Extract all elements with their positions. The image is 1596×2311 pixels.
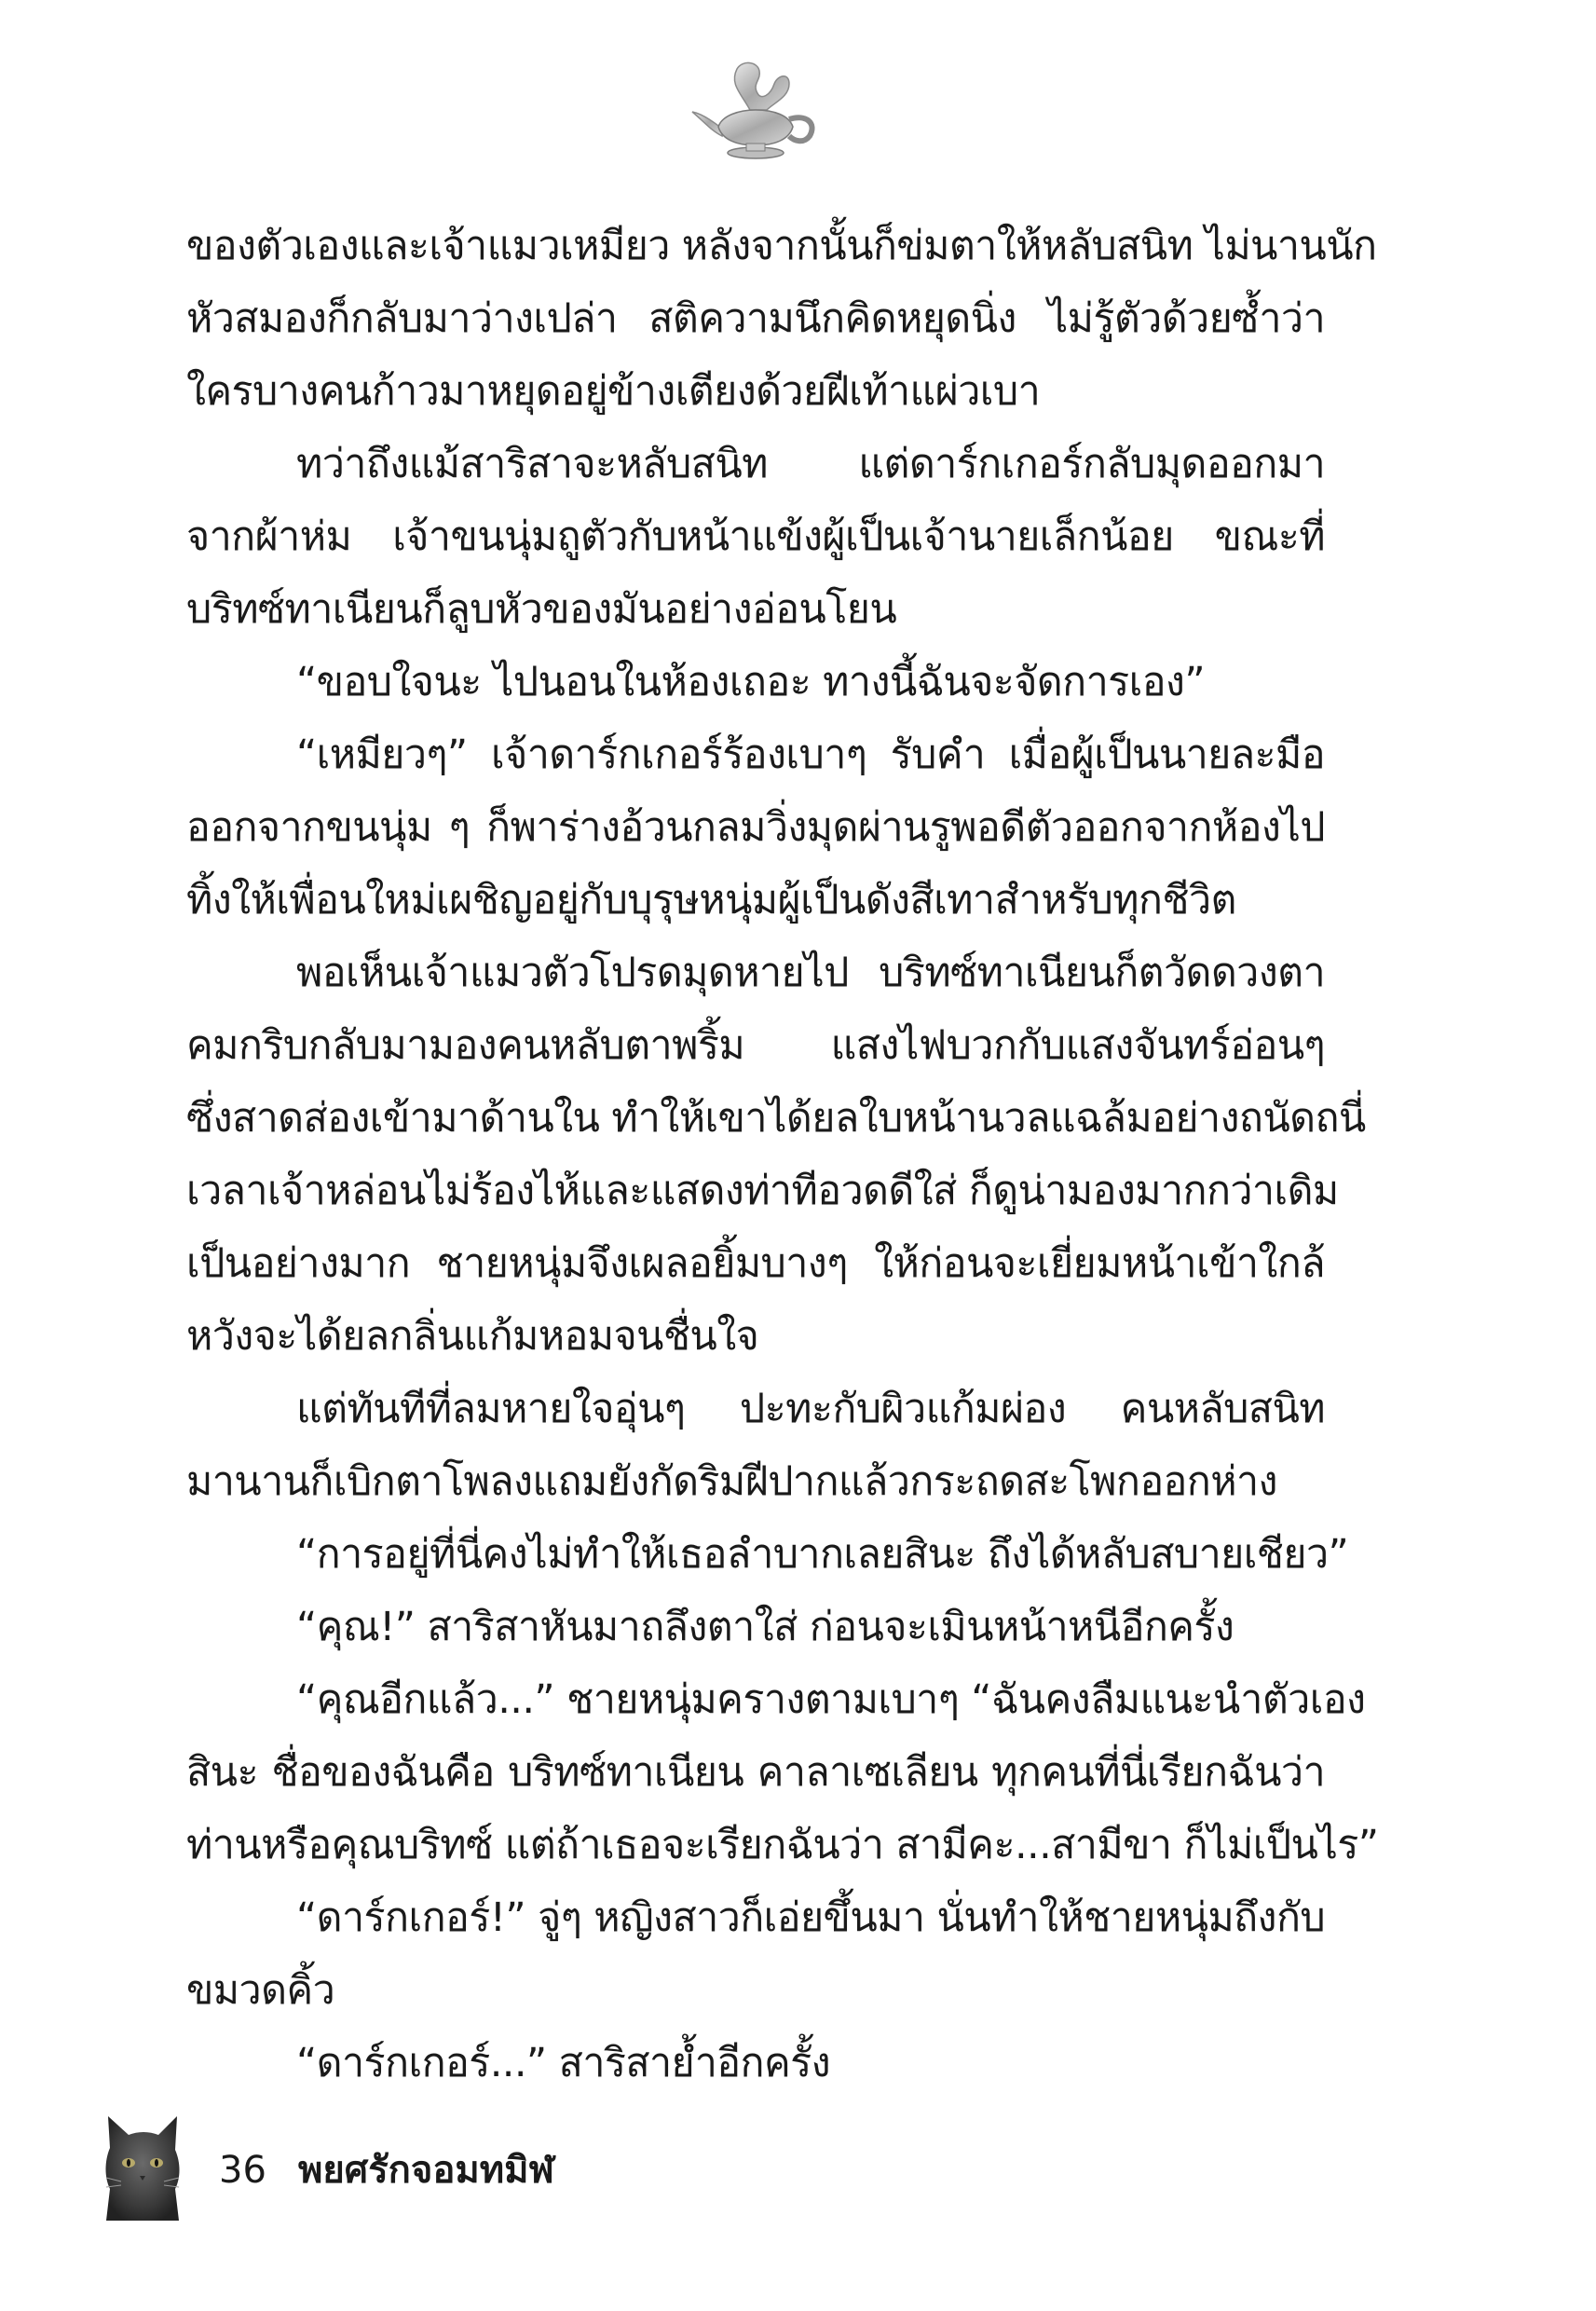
- text-line: จากผ้าห่ม เจ้าขนนุ่มถูตัวกับหน้าแข้งผู้เป็นเจ้านายเล็กน้อย ขณะที่: [186, 513, 1325, 560]
- text-line: มานานก็เบิกตาโพลงแถมยังกัดริมฝีปากแล้วกระถดสะโพกออกห่าง: [186, 1458, 1277, 1505]
- text-line: ใครบางคนก้าวมาหยุดอยู่ข้างเตียงด้วยฝีเท้าแผ่วเบา: [186, 368, 1041, 415]
- text-line: คมกริบกลับมามองคนหลับตาพริ้ม แสงไฟบวกกับแสงจันทร์อ่อนๆ: [186, 1022, 1325, 1069]
- text-line: หวังจะได้ยลกลิ่นแก้มหอมจนชื่นใจ: [186, 1313, 759, 1360]
- book-title: พยศรักจอมทมิฬ: [298, 2149, 554, 2192]
- page-footer: [102, 2111, 755, 2222]
- text-line: แต่ทันทีที่ลมหายใจอุ่นๆ ปะทะกับผิวแก้มผ่อง คนหลับสนิท: [296, 1386, 1325, 1432]
- cat-icon: [102, 2111, 183, 2221]
- text-line: “ขอบใจนะ ไปนอนในห้องเถอะ ทางนี้ฉันจะจัดการเอง”: [296, 659, 1206, 705]
- body-text: [186, 210, 1379, 2099]
- text-line: หัวสมองก็กลับมาว่างเปล่า สติความนึกคิดหยุดนิ่ง ไม่รู้ตัวด้วยซ้ำว่า: [186, 295, 1325, 342]
- text-line: สินะ ชื่อของฉันคือ บริทซ์ทาเนียน คาลาเซเลียน ทุกคนที่นี่เรียกฉันว่า: [186, 1749, 1325, 1796]
- text-line: ของตัวเองและเจ้าแมวเหมียว หลังจากนั้นก็ข่มตาให้หลับสนิท ไม่นานนัก: [186, 223, 1377, 269]
- text-line: ซึ่งสาดส่องเข้ามาด้านใน ทำให้เขาได้ยลใบหน้านวลแฉล้มอย่างถนัดถนี่: [186, 1095, 1366, 1142]
- text-line: ท่านหรือคุณบริทซ์ แต่ถ้าเธอจะเรียกฉันว่า สามีคะ...สามีขา ก็ไม่เป็นไร”: [186, 1822, 1379, 1868]
- text-line: ขมวดคิ้ว: [186, 1967, 335, 2014]
- page-number: 36: [219, 2149, 266, 2192]
- text-line: เป็นอย่างมาก ชายหนุ่มจึงเผลอยิ้มบางๆ ให้ก่อนจะเยี่ยมหน้าเข้าใกล้: [186, 1240, 1325, 1287]
- text-line: “เหมียวๆ” เจ้าดาร์กเกอร์ร้องเบาๆ รับคำ เมื่อผู้เป็นนายละมือ: [296, 732, 1325, 778]
- text-line: ทว่าถึงแม้สาริสาจะหลับสนิท แต่ดาร์กเกอร์กลับมุดออกมา: [296, 441, 1325, 487]
- text-line: พอเห็นเจ้าแมวตัวโปรดมุดหายไป บริทซ์ทาเนียนก็ตวัดดวงตา: [296, 950, 1325, 996]
- genie-lamp-ornament-icon: [685, 56, 825, 163]
- text-line: “ดาร์กเกอร์!” จู่ๆ หญิงสาวก็เอ่ยขึ้นมา นั่นทำให้ชายหนุ่มถึงกับ: [296, 1894, 1326, 1941]
- text-line: ออกจากขนนุ่ม ๆ ก็พาร่างอ้วนกลมวิ่งมุดผ่านรูพอดีตัวออกจากห้องไป: [186, 804, 1325, 851]
- text-line: ทิ้งให้เพื่อนใหม่เผชิญอยู่กับบุรุษหนุ่มผู้เป็นดังสีเทาสำหรับทุกชีวิต: [186, 877, 1236, 923]
- text-line: “การอยู่ที่นี่คงไม่ทำให้เธอลำบากเลยสินะ ถึงได้หลับสบายเชียว”: [296, 1531, 1349, 1578]
- text-line: “คุณ!” สาริสาหันมาถลึงตาใส่ ก่อนจะเมินหน้าหนีอีกครั้ง: [296, 1604, 1235, 1650]
- text-line: เวลาเจ้าหล่อนไม่ร้องไห้และแสดงท่าทีอวดดีใส่ ก็ดูน่ามองมากกว่าเดิม: [186, 1168, 1339, 1214]
- text-line: “ดาร์กเกอร์...” สาริสาย้ำอีกครั้ง: [296, 2040, 831, 2086]
- text-line: บริทซ์ทาเนียนก็ลูบหัวของมันอย่างอ่อนโยน: [186, 586, 897, 633]
- text-line: “คุณอีกแล้ว...” ชายหนุ่มครางตามเบาๆ “ฉันคงลืมแนะนำตัวเอง: [296, 1676, 1366, 1723]
